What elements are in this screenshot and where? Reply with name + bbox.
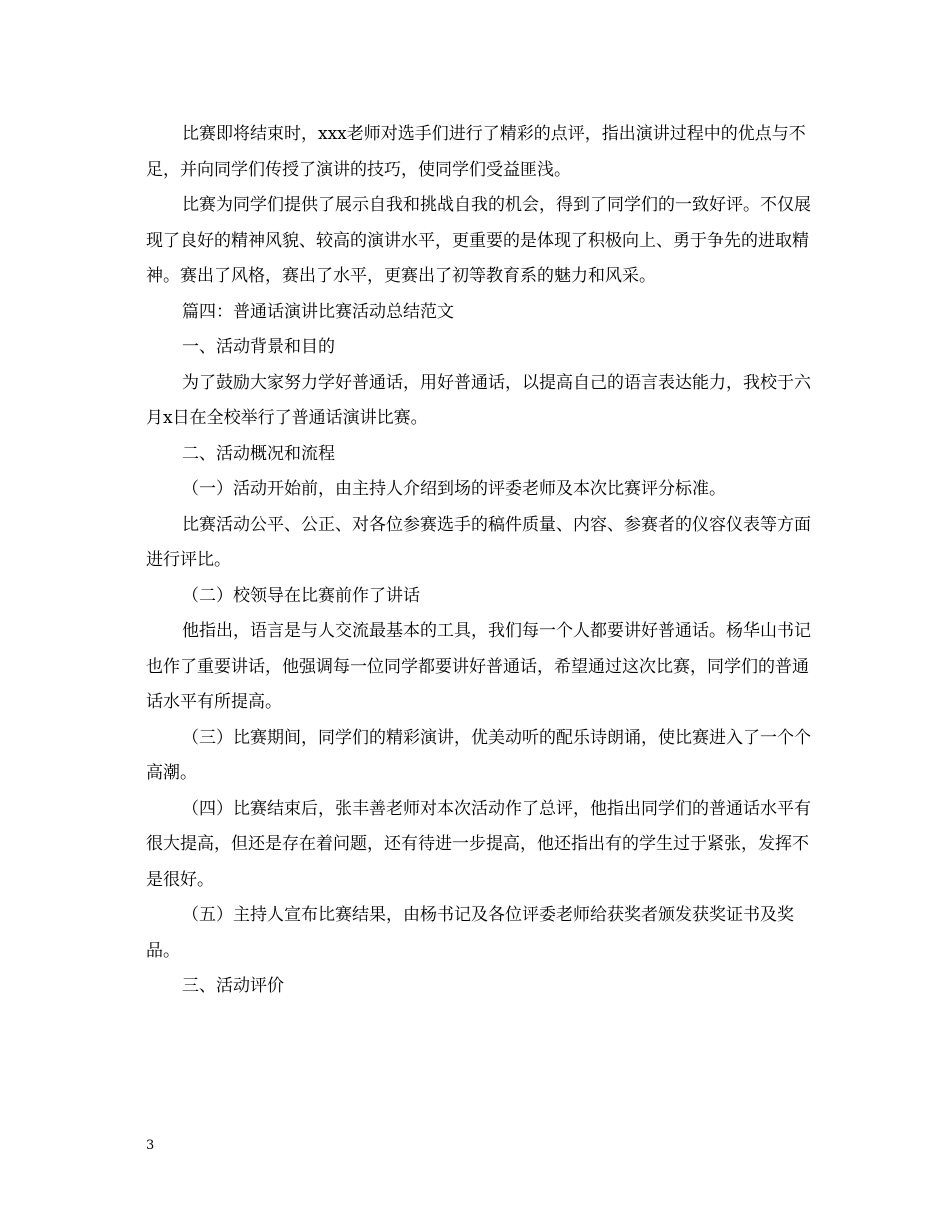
- paragraph-step-2: （二）校领导在比赛前作了讲话: [182, 585, 420, 606]
- paragraph-1: 比赛即将结束时，xxx老师对选手们进行了精彩的点评，指出演讲过程中的优点与不足，并向同学们传授了演讲的技巧，使同学们受益匪浅。: [146, 124, 806, 180]
- heading-overview: 二、活动概况和流程: [182, 443, 335, 464]
- section-title-piansi: 篇四：普通话演讲比赛活动总结范文: [182, 301, 454, 322]
- paragraph-step-3: （三）比赛期间，同学们的精彩演讲，优美动听的配乐诗朗诵，使比赛进入了一个个高潮。: [146, 727, 811, 783]
- paragraph-2: 比赛为同学们提供了展示自我和挑战自我的机会，得到了同学们的一致好评。不仅展现了良好的精神风貌、较高的演讲水平，更重要的是体现了积极向上、勇于争先的进取精神。赛出了风格，赛出了水平，更赛出了初等教育系的魅力和风采。: [146, 195, 811, 286]
- paragraph-speech: 他指出，语言是与人交流最基本的工具，我们每一个人都要讲好普通话。杨华山书记也作了重要讲话，他强调每一位同学都要讲好普通话，希望通过这次比赛，同学们的普通话水平有所提高。: [146, 621, 811, 712]
- page-number: 3: [146, 1138, 155, 1153]
- document-body: [146, 117, 816, 1005]
- paragraph-step-4: （四）比赛结束后，张丰善老师对本次活动作了总评，他指出同学们的普通话水平有很大提高，但还是存在着问题，还有待进一步提高，他还指出有的学生过于紧张，发挥不是很好。: [146, 798, 811, 890]
- paragraph-step-1: （一）活动开始前，由主持人介绍到场的评委老师及本次比赛评分标准。: [182, 479, 726, 499]
- heading-evaluation: 三、活动评价: [182, 976, 284, 996]
- heading-background: 一、活动背景和目的: [182, 337, 335, 357]
- paragraph-fairness: 比赛活动公平、公正、对各位参赛选手的稿件质量、内容、参赛者的仪容仪表等方面进行评比。: [146, 514, 811, 570]
- paragraph-background: 为了鼓励大家努力学好普通话，用好普通话，以提高自己的语言表达能力，我校于六月x日在全校举行了普通话演讲比赛。: [146, 372, 811, 428]
- paragraph-step-5: （五）主持人宣布比赛结果，由杨书记及各位评委老师给获奖者颁发获奖证书及奖品。: [146, 905, 794, 961]
